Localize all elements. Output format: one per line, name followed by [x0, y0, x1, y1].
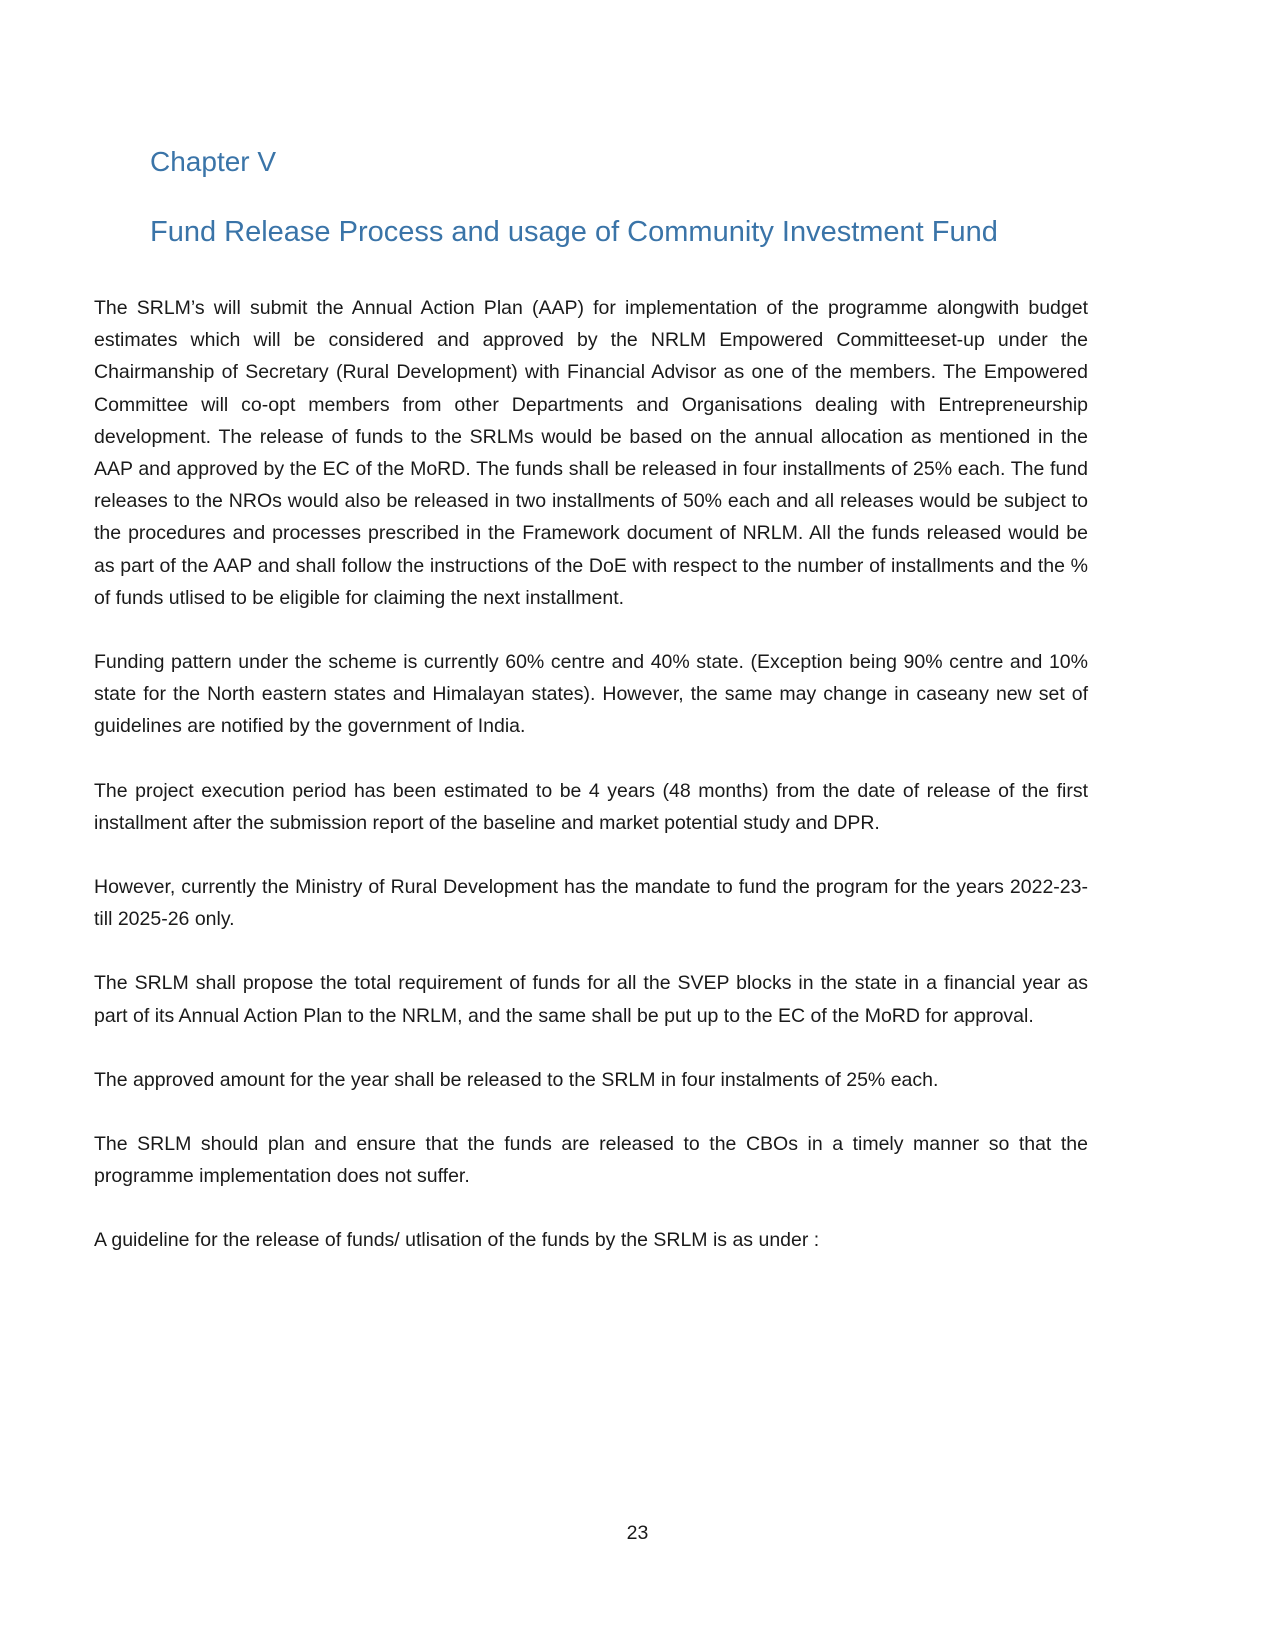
paragraph-timely-release: The SRLM should plan and ensure that the funds are released to the CBOs in a timely manner so that the programme implementation does not suffer. [94, 1133, 1088, 1188]
paragraph-fund-requirement: The SRLM shall propose the total requirement of funds for all the SVEP blocks in the state in a financial year as part of its Annual Action Plan to the NRLM, and the same shall be put up to the EC of the MoRD for approval. [94, 972, 1088, 1027]
chapter-title: Fund Release Process and usage of Community Investment Fund [150, 216, 998, 248]
paragraph-funding-pattern: Funding pattern under the scheme is currently 60% centre and 40% state. (Exception being 90% centre and 10% state for the North eastern states and Himalayan states). However, the same may change in caseany new set of guidelines are notified by the government of India. [94, 651, 1088, 738]
body-text [94, 292, 1088, 1257]
paragraph-guideline-intro: A guideline for the release of funds/ utlisation of the funds by the SRLM is as under : [94, 1229, 820, 1252]
paragraph-ministry-mandate: However, currently the Ministry of Rural Development has the mandate to fund the program for the years 2022-23-till 2025-26 only. [94, 876, 1088, 931]
paragraph-instalments: The approved amount for the year shall be released to the SRLM in four instalments of 25% each. [94, 1068, 939, 1091]
paragraph-execution-period: The project execution period has been estimated to be 4 years (48 months) from the date of release of the first installment after the submission report of the baseline and market potential study and DPR. [94, 779, 1088, 834]
chapter-label: Chapter V [150, 146, 277, 177]
paragraph-annual-action-plan: The SRLM’s will submit the Annual Action Plan (AAP) for implementation of the programme alongwith budget estimates which will be considered and approved by the NRLM Empowered Committeeset-up under the Chairmanship of Secretary (Rural Development) with Financial Advisor as one of the members. The Empowered Committee will co-opt members from other Departments and Organisations dealing with Entrepreneurship development. The release of funds to the SRLMs would be based on the annual allocation as mentioned in the AAP and approved by the EC of the MoRD. The funds shall be released in four installments of 25% each. The fund releases to the NROs would also be released in two installments of 50% each and all releases would be subject to the procedures and processes prescribed in the Framework document of NRLM. All the funds released would be as part of the AAP and shall follow the instructions of the DoE with respect to the number of installments and the % of funds utlised to be eligible for claiming the next installment. [94, 297, 1088, 609]
page-number: 23 [626, 1522, 649, 1544]
